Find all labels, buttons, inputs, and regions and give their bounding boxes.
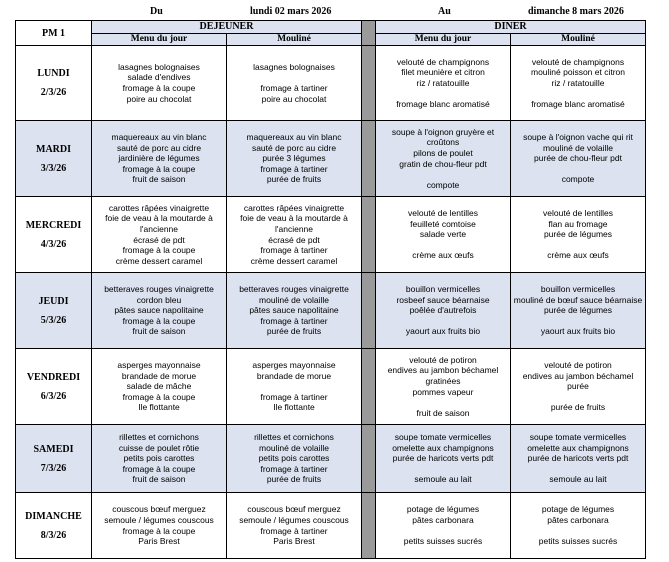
lunch-section-header: DEJEUNER <box>92 21 362 34</box>
dish-line: écrasé de pdt <box>133 234 185 245</box>
dish-line: endives au jambon béchamel <box>522 370 634 381</box>
day-cell <box>16 121 92 197</box>
day-date: 6/3/26 <box>40 390 67 402</box>
section-separator <box>362 197 376 273</box>
dish-line: velouté de potiron <box>409 354 477 365</box>
dish-line: rillettes et cornichons <box>119 432 199 443</box>
day-date: 8/3/26 <box>40 529 67 541</box>
dinner-mouline-cell <box>511 121 646 197</box>
dish-line: velouté de champignons <box>396 56 490 67</box>
dish-line: omelette aux champignons <box>527 442 629 453</box>
dish-line: riz / ratatouille <box>551 77 605 88</box>
dinner-menu-cell <box>376 46 511 121</box>
dinner-section-header: DINER <box>376 21 646 34</box>
dish-line: mouliné de volaille <box>259 294 329 305</box>
dish-line: purée de fruits <box>266 474 322 485</box>
dish-line <box>376 316 510 327</box>
dish-line: foie de veau à la moutarde à l'ancienne <box>240 213 348 234</box>
day-row-mardi <box>16 121 646 197</box>
lunch-mouline-cell <box>227 349 362 425</box>
dish-line: salade de mâche <box>126 381 192 392</box>
lunch-menu-cell <box>92 46 227 121</box>
dish-line: velouté de potiron <box>544 360 612 371</box>
dish-line: fromage à tartiner <box>260 525 328 536</box>
unit-label: PM 1 <box>16 21 92 46</box>
day-name: LUNDI <box>37 68 70 79</box>
dinner-menu-cell <box>376 197 511 273</box>
dish-line: purée de haricots verts pdt <box>527 453 629 464</box>
section-separator <box>362 273 376 349</box>
dish-line: purée de haricots verts pdt <box>392 453 494 464</box>
day-date: 3/3/26 <box>40 162 67 174</box>
dish-line: mouliné de bœuf sauce béarnaise <box>513 294 643 305</box>
dish-line: semoule au lait <box>549 474 607 485</box>
dish-line: maquereaux au vin blanc <box>111 132 207 143</box>
dish-line: fruit de saison <box>132 326 186 337</box>
dish-line <box>376 526 510 537</box>
dish-line: semoule / légumes couscous <box>104 514 214 525</box>
lunch-menu-column-header: Menu du jour <box>92 34 227 46</box>
dish-line: soupe à l'oignon vache qui rit <box>523 132 633 143</box>
au-label: Au <box>438 6 451 17</box>
lunch-menu-cell <box>92 121 227 197</box>
dinner-menu-cell <box>376 425 511 493</box>
day-cell <box>16 425 92 493</box>
dish-line: soupe tomate vermicelles <box>529 432 627 443</box>
dinner-menu-cell <box>376 121 511 197</box>
section-separator <box>362 21 376 46</box>
dish-line <box>376 464 510 475</box>
section-separator <box>362 121 376 197</box>
dish-line: semoule / légumes couscous <box>239 514 349 525</box>
dish-line: yaourt aux fruits bio <box>540 326 616 337</box>
dinner-mouline-cell <box>511 46 646 121</box>
dish-line: filet meunière et citron <box>401 67 485 78</box>
lunch-menu-cell <box>92 197 227 273</box>
dish-line: purée 3 légumes <box>262 153 326 164</box>
dish-line: potage de légumes <box>406 504 480 515</box>
dish-line: potage de légumes <box>541 504 615 515</box>
day-name: DIMANCHE <box>25 510 82 522</box>
day-name: SAMEDI <box>33 443 74 455</box>
dish-line: foie de veau à la moutarde à l'ancienne <box>105 213 213 234</box>
dish-line: fromage à la coupe <box>122 315 196 326</box>
dish-line: bouillon vermicelles <box>405 284 481 295</box>
dish-line: Ile flottante <box>273 402 315 413</box>
dish-line <box>376 88 510 99</box>
lunch-menu-cell <box>92 349 227 425</box>
dish-line: écrasé de pdt <box>268 234 320 245</box>
dinner-menu-column-header: Menu du jour <box>376 34 511 46</box>
dish-line: fruit de saison <box>416 407 470 418</box>
lunch-mouline-column-header: Mouliné <box>227 34 362 46</box>
lunch-mouline-cell <box>227 121 362 197</box>
dish-line <box>511 526 645 537</box>
dish-line: pommes vapeur <box>412 386 474 397</box>
dinner-mouline-cell <box>511 273 646 349</box>
day-row-lundi <box>16 46 646 121</box>
dish-line: cuisse de poulet rôtie <box>118 442 200 453</box>
dish-line: asperges mayonnaise <box>117 360 201 371</box>
dish-line <box>376 240 510 251</box>
dish-line: salade verte <box>419 229 467 240</box>
dish-line <box>511 240 645 251</box>
day-name: MERCREDI <box>25 219 82 231</box>
lunch-mouline-cell <box>227 273 362 349</box>
weekly-menu-table <box>15 20 646 559</box>
day-name: VENDREDI <box>26 371 81 383</box>
dish-line: sauté de porc au cidre <box>116 142 202 153</box>
dish-line: velouté de lentilles <box>543 208 613 219</box>
dish-line: salade d'endives <box>127 72 191 83</box>
dish-line: pâtes carbonara <box>412 514 474 525</box>
dish-line: semoule au lait <box>414 474 472 485</box>
dish-line: purée de légumes <box>543 229 613 240</box>
dinner-menu-cell <box>376 349 511 425</box>
dish-line <box>227 381 361 392</box>
dish-line: betteraves rouges vinaigrette <box>104 284 214 295</box>
lunch-menu-cell <box>92 493 227 559</box>
day-date: 5/3/26 <box>40 314 67 326</box>
dish-line <box>227 72 361 83</box>
day-row-vendredi <box>16 349 646 425</box>
lunch-mouline-cell <box>227 197 362 273</box>
dish-line: betteraves rouges vinaigrette <box>239 284 349 295</box>
dish-line: fromage à la coupe <box>122 245 196 256</box>
dish-line: brandade de morue <box>121 370 197 381</box>
day-row-dimanche <box>16 493 646 559</box>
dish-line: purée <box>567 381 589 392</box>
dish-line: sauté de porc au cidre <box>251 142 337 153</box>
dish-line: cordon bleu <box>136 294 182 305</box>
dish-line: omelette aux champignons <box>392 442 494 453</box>
dish-line: fromage à tartiner <box>260 163 328 174</box>
day-row-samedi <box>16 425 646 493</box>
lunch-menu-cell <box>92 425 227 493</box>
dish-line: fromage à la coupe <box>122 83 196 93</box>
dish-line <box>511 464 645 475</box>
day-cell <box>16 46 92 121</box>
dish-line: crème aux œufs <box>412 250 474 261</box>
dinner-mouline-cell <box>511 493 646 559</box>
day-date: 7/3/26 <box>40 462 67 474</box>
dish-line: fromage à tartiner <box>260 83 328 93</box>
dish-line: poêlée d'autrefois <box>409 305 477 316</box>
dish-line: fromage blanc aromatisé <box>531 98 625 109</box>
section-separator <box>362 425 376 493</box>
dish-line: compote <box>561 174 595 185</box>
dish-line: poire au chocolat <box>261 93 327 104</box>
day-name: MARDI <box>36 143 71 155</box>
dish-line <box>511 392 645 403</box>
dish-line: purée de fruits <box>550 402 606 413</box>
section-separator <box>362 349 376 425</box>
dish-line: soupe tomate vermicelles <box>394 432 492 443</box>
dish-line: petits suisses sucrés <box>538 536 618 547</box>
dish-line: rillettes et cornichons <box>254 432 334 443</box>
dish-line: fromage à tartiner <box>260 391 328 402</box>
dish-line: bouillon vermicelles <box>540 284 616 295</box>
dish-line: carottes râpées vinaigrette <box>108 202 210 213</box>
dish-line: mouliné de volaille <box>543 142 613 153</box>
day-cell <box>16 197 92 273</box>
dish-line: flan au fromage <box>548 218 608 229</box>
dish-line: compote <box>426 179 460 190</box>
dish-line: Ile flottante <box>138 402 180 413</box>
lunch-mouline-cell <box>227 46 362 121</box>
dish-line <box>511 88 645 99</box>
lunch-mouline-cell <box>227 493 362 559</box>
dish-line: fromage à la coupe <box>122 463 196 474</box>
dinner-mouline-cell <box>511 425 646 493</box>
dish-line <box>511 316 645 327</box>
dish-line: fromage à tartiner <box>260 245 328 256</box>
dish-line: couscous bœuf merguez <box>247 504 341 515</box>
dinner-menu-cell <box>376 493 511 559</box>
dish-line: crème dessert caramel <box>115 255 203 266</box>
lunch-mouline-cell <box>227 425 362 493</box>
dish-line: carottes râpées vinaigrette <box>243 202 345 213</box>
dish-line: soupe à l'oignon gruyère et croûtons <box>391 126 495 148</box>
dish-line: pâtes sauce napolitaine <box>114 305 204 316</box>
dish-line: petits pois carottes <box>258 453 330 464</box>
dish-line: mouliné poisson et citron <box>530 67 626 78</box>
dish-line: purée de fruits <box>266 174 322 185</box>
dish-line: Paris Brest <box>138 536 180 547</box>
dish-line: crème dessert caramel <box>250 255 338 266</box>
dish-line: endives au jambon béchamel gratinées <box>387 365 499 386</box>
day-date: 2/3/26 <box>40 87 67 98</box>
day-date: 4/3/26 <box>40 238 67 250</box>
dish-line: Paris Brest <box>273 536 315 547</box>
section-separator <box>362 493 376 559</box>
du-date: lundi 02 mars 2026 <box>250 6 332 17</box>
dish-line: pâtes carbonara <box>547 514 609 525</box>
dish-line: mouliné de volaille <box>259 442 329 453</box>
dish-line: purée de fruits <box>266 326 322 337</box>
day-name: JEUDI <box>38 295 69 307</box>
section-separator <box>362 46 376 121</box>
dish-line: jardinière de légumes <box>118 153 200 164</box>
dish-line: riz / ratatouille <box>416 77 470 88</box>
dish-line: poire au chocolat <box>126 93 192 104</box>
day-cell <box>16 273 92 349</box>
dish-line: velouté de champignons <box>531 56 625 67</box>
dinner-menu-cell <box>376 273 511 349</box>
dish-line: petits suisses sucrés <box>403 536 483 547</box>
au-date: dimanche 8 mars 2026 <box>528 6 624 17</box>
dish-line: velouté de lentilles <box>408 208 478 219</box>
dish-line <box>511 164 645 175</box>
dish-line: fromage à tartiner <box>260 463 328 474</box>
day-cell <box>16 493 92 559</box>
dish-line: fromage à la coupe <box>122 163 196 174</box>
dish-line: purée de chou-fleur pdt <box>534 153 622 164</box>
dish-line <box>376 169 510 180</box>
dish-line: purée de légumes <box>543 305 613 316</box>
dish-line: gratin de chou-fleur pdt <box>399 158 487 169</box>
dish-line: brandade de morue <box>256 370 332 381</box>
dish-line: fromage à la coupe <box>122 391 196 402</box>
dish-line: fromage blanc aromatisé <box>396 98 490 109</box>
dinner-mouline-cell <box>511 197 646 273</box>
du-label: Du <box>150 6 163 17</box>
day-row-mercredi <box>16 197 646 273</box>
dinner-mouline-cell <box>511 349 646 425</box>
dish-line: crème aux œufs <box>547 250 609 261</box>
day-row-jeudi <box>16 273 646 349</box>
dish-line: feuilleté comtoise <box>410 218 476 229</box>
dish-line: petits pois carottes <box>123 453 195 464</box>
dish-line: fruit de saison <box>132 474 186 485</box>
dish-line: couscous bœuf merguez <box>112 504 206 515</box>
dish-line: lasagnes bolognaises <box>118 61 200 72</box>
dish-line: maquereaux au vin blanc <box>246 132 342 143</box>
dish-line: pâtes sauce napolitaine <box>249 305 339 316</box>
dish-line: fruit de saison <box>132 174 186 185</box>
dish-line: fromage à la coupe <box>122 525 196 536</box>
dinner-mouline-column-header: Mouliné <box>511 34 646 46</box>
dish-line: fromage à tartiner <box>260 315 328 326</box>
dish-line: lasagnes bolognaises <box>253 61 335 72</box>
dish-line: yaourt aux fruits bio <box>405 326 481 337</box>
lunch-menu-cell <box>92 273 227 349</box>
dish-line: pilons de poulet <box>413 147 473 158</box>
day-cell <box>16 349 92 425</box>
dish-line: rosbeef sauce béarnaise <box>396 294 490 305</box>
dish-line <box>376 397 510 408</box>
dish-line: asperges mayonnaise <box>252 360 336 371</box>
